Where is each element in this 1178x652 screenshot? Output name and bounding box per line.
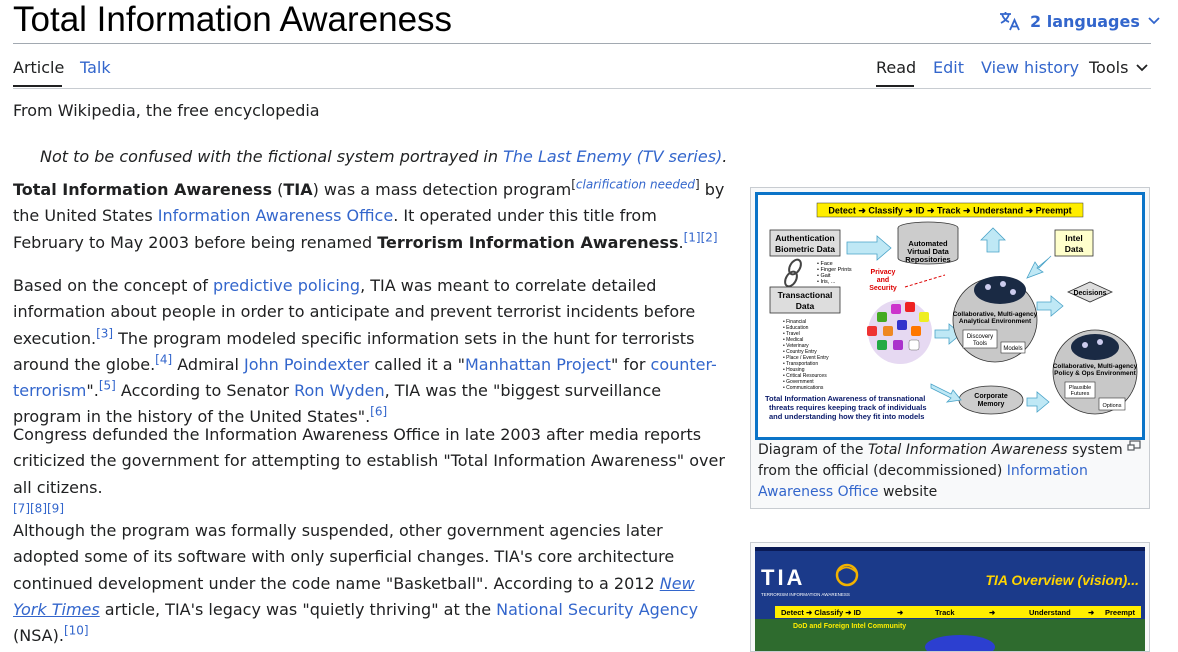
diagram-list-item: • Government <box>783 379 814 385</box>
diagram-label: Transactional <box>777 290 833 300</box>
diagram-label: Corporate <box>974 393 1008 400</box>
paragraph-defunded <box>13 422 729 527</box>
text: " for <box>610 354 651 374</box>
tia-system-diagram[interactable] <box>755 192 1145 440</box>
text: Although the program was formally suspended, other government agencies later adopted some of its software with only superficial changes. TIA's core architecture continued development under the code name "Basketball". According to a 2012 <box>13 521 675 593</box>
tabs-divider <box>13 88 1151 89</box>
citation-6[interactable]: [6] <box>370 405 388 420</box>
tools-label: Tools <box>1089 58 1129 77</box>
language-button[interactable] <box>998 8 1160 34</box>
text: ) was a mass detection program <box>312 180 572 199</box>
overview-figure <box>750 542 1150 652</box>
diagram-label: Futures <box>1070 391 1090 397</box>
diagram-label: Options <box>1102 403 1122 409</box>
diagram-label: Decisions <box>1073 290 1107 297</box>
diagram-list-item: • Veterinary <box>783 343 809 349</box>
text: (NSA). <box>13 626 64 646</box>
citation-4[interactable]: [4] <box>155 352 173 367</box>
overview-bar-label: Preempt <box>1105 608 1136 617</box>
text: The program modeled specific information sets in the hunt for terrorists around the globe. <box>13 328 695 374</box>
bracket: [ <box>571 177 576 192</box>
diagram-label: Privacy <box>870 269 896 276</box>
caption-text: Diagram of the <box>758 442 868 458</box>
text: called it a " <box>369 354 465 374</box>
diagram-label: Policy & Ops Environment <box>1054 370 1136 377</box>
text: Congress defunded the Information Awareness Office in late 2003 after media reports criticized the government for attempting to establish "Total Information Awareness" over all citizens. <box>13 425 725 497</box>
diagram-label: Tools <box>972 341 988 347</box>
diagram-label: Biometric Data <box>775 244 835 254</box>
diagram-list-item: • Medical <box>783 337 804 343</box>
title-divider <box>13 43 1151 44</box>
paragraph-legacy <box>13 518 729 649</box>
caption-text: system from the official (decommissioned) <box>758 442 1123 479</box>
diagram-list-item: • Finger Prints <box>817 267 852 273</box>
citation-2[interactable]: [2] <box>700 230 718 245</box>
diagram-label: Intel <box>1065 233 1083 243</box>
bracket: ] <box>694 177 700 192</box>
overview-row-label: DoD and Foreign Intel Community <box>793 623 907 630</box>
hatnote <box>40 146 727 168</box>
diagram-label: and <box>876 277 890 284</box>
diagram-label: Data <box>795 301 815 311</box>
diagram-list-item: • Housing <box>783 367 805 373</box>
link-john-poindexter[interactable]: John Poindexter <box>244 354 370 374</box>
page-title: Total Information Awareness <box>13 0 453 39</box>
caption-italic: Total Information Awareness <box>867 442 1068 458</box>
citation-3[interactable]: [3] <box>96 326 114 341</box>
overview-title: TIA Overview (vision)... <box>985 572 1139 588</box>
overview-bar-label: Understand <box>1029 608 1071 617</box>
diagram-label: Data <box>1064 244 1084 254</box>
diagram-label: Plausible <box>1068 385 1092 391</box>
diagram-list-item: • Critical Resources <box>783 373 827 379</box>
paragraph-concept <box>13 273 729 431</box>
citation-5[interactable]: [5] <box>98 378 116 393</box>
bold-abbr: TIA <box>283 180 313 199</box>
translate-icon <box>998 11 1022 31</box>
diagram-label: Virtual Data <box>907 247 949 256</box>
diagram-list-item: • Financial <box>783 319 807 325</box>
diagram-footer: Total Information Awareness of transnational <box>765 394 926 403</box>
diagram-list-item: • Country Entry <box>783 349 817 355</box>
tab-read[interactable]: Read <box>876 58 917 77</box>
text: According to Senator <box>115 381 295 401</box>
hatnote-suffix: . <box>722 147 728 166</box>
citation-7[interactable]: [7] <box>13 501 30 516</box>
text: . It operated under this title from February to May 2003 before being renamed <box>13 206 657 252</box>
diagram-footer: threats requires keeping track of individuals <box>769 403 927 412</box>
link-counter-terrorism[interactable]: counter-terrorism <box>13 354 717 401</box>
tab-article-underline <box>13 85 62 87</box>
tab-article[interactable]: Article <box>13 58 65 77</box>
chevron-down-icon <box>1148 17 1160 25</box>
overview-bar-label: ➜ <box>897 608 904 617</box>
diagram-list-item: • Face <box>817 261 833 267</box>
figure-caption <box>758 440 1144 503</box>
overview-bar-label: ➜ <box>1088 608 1095 617</box>
diagram-label: Security <box>869 285 897 292</box>
diagram-list-item: • Gait <box>817 273 831 279</box>
diagram-label: Models <box>1003 346 1023 352</box>
text: ". <box>86 381 99 401</box>
chevron-down-icon <box>1136 64 1148 72</box>
overview-bar-label: Track <box>935 608 955 617</box>
paragraph-intro <box>13 177 729 256</box>
diagram-footer: and understanding how they fit into models <box>769 412 925 421</box>
caption-link-information-awareness-office[interactable]: Information Awareness Office <box>758 463 1088 500</box>
diagram-label: Collaborative, Multi-agency <box>952 311 1038 318</box>
diagram-label: Repositories <box>905 255 951 264</box>
tools-menu-button[interactable] <box>1089 57 1148 79</box>
text: ( <box>272 180 284 199</box>
citation-9[interactable]: [9] <box>47 501 64 516</box>
diagram-figure <box>750 187 1150 509</box>
clarification-needed-tag <box>571 178 699 192</box>
citation-10[interactable]: [10] <box>63 623 89 638</box>
tia-overview-image[interactable] <box>755 547 1145 651</box>
clarification-needed-link[interactable]: clarification needed <box>575 177 695 192</box>
caption-text: website <box>878 484 938 500</box>
diagram-label: Automated <box>908 239 948 248</box>
link-national-security-agency[interactable]: National Security Agency <box>496 599 699 619</box>
tab-edit[interactable]: Edit <box>933 58 964 77</box>
tab-read-underline <box>876 85 914 87</box>
text: Based on the concept of <box>13 276 213 295</box>
text: . <box>678 232 684 252</box>
text: article, TIA's legacy was "quietly thriving" at the <box>99 599 497 619</box>
language-count: 2 languages <box>1030 11 1140 31</box>
site-tagline: From Wikipedia, the free encyclopedia <box>13 101 320 120</box>
text: by the United States <box>13 180 725 226</box>
diagram-label: Memory <box>977 401 1005 408</box>
text: Admiral <box>172 354 245 374</box>
link-predictive-policing[interactable]: predictive policing <box>212 276 361 295</box>
link-manhattan-project[interactable]: Manhattan Project <box>464 354 611 374</box>
hatnote-link[interactable]: The Last Enemy (TV series) <box>503 147 723 166</box>
citation-8[interactable]: [8] <box>30 501 47 516</box>
citation-1[interactable]: [1] <box>683 230 701 245</box>
text: , TIA was meant to correlate detailed information about people in order to anticipate and prevent terrorist incidents before execution. <box>13 276 696 348</box>
tab-view-history[interactable]: View history <box>981 58 1080 77</box>
diagram-list-item: • Travel <box>783 331 800 337</box>
overview-bar-label: ➜ <box>989 608 996 617</box>
diagram-label: Collaborative, Multi-agency <box>1052 363 1138 370</box>
bold-term: Total Information Awareness <box>13 180 273 199</box>
text: , TIA was the "biggest surveillance program in the history of the United States". <box>13 381 662 427</box>
overview-bar-label: Detect ➜ Classify ➜ ID <box>781 608 862 617</box>
tia-logo-text: TIA <box>761 565 806 590</box>
diagram-label: Discovery <box>966 334 994 340</box>
diagram-list-item: • Place / Event Entry <box>783 355 829 361</box>
bold-renamed: Terrorism Information Awareness <box>377 232 679 252</box>
diagram-list-item: • Transportation <box>783 361 819 367</box>
diagram-label: Authentication <box>775 233 835 243</box>
tia-logo-subtitle: TERRORISM INFORMATION AWARENESS <box>761 592 850 597</box>
hatnote-text: Not to be confused with the fictional system portrayed in <box>40 147 504 166</box>
link-information-awareness-office[interactable]: Information Awareness Office <box>157 206 394 226</box>
tab-talk[interactable]: Talk <box>80 58 111 77</box>
diagram-list-item: • Education <box>783 325 809 331</box>
diagram-label: Analytical Environment <box>958 318 1032 325</box>
diagram-list-item: • Iris, ... <box>817 279 836 285</box>
link-ron-wyden[interactable]: Ron Wyden <box>294 381 385 401</box>
diagram-list-item: • Communications <box>783 385 824 391</box>
link-new-york-times[interactable]: New York Times <box>13 573 695 619</box>
diagram-header: Detect ➜ Classify ➜ ID ➜ Track ➜ Understand ➜ Preempt <box>828 205 1072 216</box>
